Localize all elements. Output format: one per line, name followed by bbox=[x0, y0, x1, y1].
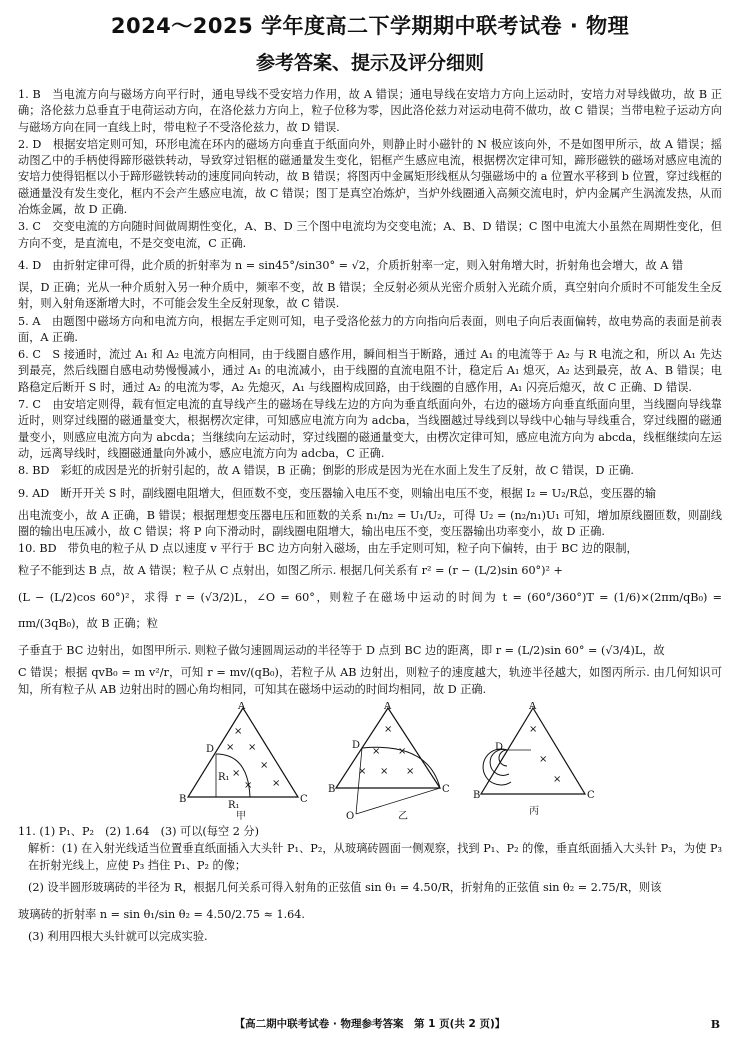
fig-jia-label-a: A bbox=[238, 702, 246, 713]
fig-yi-label-b: B bbox=[328, 784, 336, 796]
fig-yi-caption: 乙 bbox=[398, 811, 408, 823]
fig-yi-label-a: A bbox=[384, 702, 392, 713]
fig-jia-label-d: D bbox=[206, 744, 215, 756]
answer-q11: 11. (1) P₁、P₂ (2) 1.64 (3) 可以(每空 2 分) bbox=[18, 825, 259, 839]
answer-q10-line2: 粒子不能到达 B 点，故 A 错误；粒子从 C 点射出，如图乙所示. 根据几何关系有 r² = (r − (L/2)sin 60°)² + bbox=[18, 564, 563, 578]
fig-jia-label-c: C bbox=[300, 794, 308, 806]
svg-text:×: × bbox=[358, 766, 367, 778]
fig-bing-label-c: C bbox=[587, 790, 595, 802]
fig-bing-caption: 丙 bbox=[529, 806, 539, 818]
fig-bing-label-a: A bbox=[529, 702, 537, 713]
page-subtitle: 参考答案、提示及评分细则 bbox=[255, 52, 484, 74]
fig-jia-label-r1-a: R₁ bbox=[218, 772, 230, 784]
answer-q11-explain: 解析：(1) 在入射光线适当位置垂直纸面插入大头针 P₁、P₂，从玻璃砖圆面一侧观察，找到 P₁、P₂ 的像，垂直纸面插入大头针 P₃，为使 P₃ 在折射光线上，应使 P₃ 挡住 P₁、P₂ 的像； bbox=[28, 842, 722, 872]
figure-row bbox=[18, 702, 722, 822]
svg-text:×: × bbox=[272, 778, 281, 790]
svg-text:×: × bbox=[406, 766, 415, 778]
fig-yi-label-o: O bbox=[346, 811, 355, 823]
figure-bing bbox=[473, 702, 603, 822]
fig-yi-label-c: C bbox=[442, 784, 450, 796]
svg-text:×: × bbox=[398, 746, 407, 758]
svg-text:×: × bbox=[234, 726, 243, 738]
answer-q10-line3: (L − (L/2)cos 60°)²，求得 r = (√3/2)L，∠O = 60°，则粒子在磁场中运动的时间为 t = (60°/360°)T = (1/6)×(2πm/qB₀) = πm/(3qB₀)，故 B 正确；粒 bbox=[18, 591, 722, 631]
answer-q5: 5. A 由题图中磁场方向和电流方向，根据左手定则可知，电子受洛伦兹力的方向指向后表面，则电子向后表面偏转，故电势高的表面是前表面，A 正确. bbox=[18, 314, 722, 344]
answer-q10-line5: C 错误；根据 qvB₀ = m v²/r，可知 r = mv/(qB₀)，若粒子从 AB 边射出，则粒子的速度越大，轨迹半径越大，如图丙所示. 由几何知识可知，所有粒子从 AB 边射出时的圆心角均相同，可知其在磁场中运动的时间均相同，故 D 正确. bbox=[18, 666, 722, 696]
page-footer: 【高二期中联考试卷 · 物理参考答案 第 1 页(共 2 页)】 bbox=[234, 1018, 506, 1030]
answer-q4-line2: 误，D 正确；光从一种介质射入另一种介质中，频率不变，故 B 错误；全反射必须从光密介质射入光疏介质，真空射向介质时不可能发生全反射，则入射角逐渐增大时，不可能会发生全反射现象，故 C 错误. bbox=[18, 280, 722, 311]
svg-text:×: × bbox=[539, 754, 548, 766]
answer-q7: 7. C 由安培定则得，载有恒定电流的直导线产生的磁场在导线左边的方向为垂直纸面向外，右边的磁场方向垂直纸面向里，当线圈向导线靠近时，则穿过线圈的磁通量变大，根据楞次定律，可知感应电流方向为 adcba，当线圈越过导线到以导线中心轴与导线重合，穿过线圈的磁通量变小，则感应电流方向为 abcda；当继续向左运动时，穿过线圈的磁通量变大，由楞次定律可知，感应电流方向为 abcda，线框继续向左运动，远离导线时，线圈磁通量向外减小，感应电流方向为 adcba，C 正确. bbox=[18, 398, 722, 460]
svg-text:×: × bbox=[260, 760, 269, 772]
svg-text:×: × bbox=[380, 766, 389, 778]
svg-text:×: × bbox=[529, 724, 538, 736]
figure-yi bbox=[328, 702, 458, 822]
svg-text:×: × bbox=[372, 746, 381, 758]
answer-q11-part2-line1: (2) 设半圆形玻璃砖的半径为 R，根据几何关系可得入射角的正弦值 sin θ₁ = 4.50/R，折射角的正弦值 sin θ₂ = 2.75/R，则该 bbox=[28, 880, 662, 894]
answer-q3: 3. C 交变电流的方向随时间做周期性变化，A、B、D 三个图中电流均为交变电流；A、B、D 错误；C 图中电流大小虽然在周期性变化，但方向不变，是直流电，不是交变电流，C 正确. bbox=[18, 220, 722, 250]
fig-bing-label-d: D bbox=[495, 742, 504, 754]
answer-q9-line2: 出电流变小，故 A 正确，B 错误；根据理想变压器电压和匝数的关系 n₁/n₂ = U₁/U₂，可得 U₂ = (n₂/n₁)U₁ 可知，增加原线圈匝数，则副线圈的输出电压减小，故 C 错误；将 P 向下滑动时，副线圈电阻增大，输出电压不变，变压器输出功率变小，故 D 正确. bbox=[18, 508, 722, 538]
svg-text:×: × bbox=[226, 742, 235, 754]
answer-q8: 8. BD 彩虹的成因是光的折射引起的，故 A 错误，B 正确；倒影的形成是因为光在水面上发生了反射，故 C 错误，D 正确. bbox=[18, 464, 634, 478]
answer-q10-line4: 子垂直于 BC 边射出，如图甲所示. 则粒子做匀速圆周运动的半径等于 D 点到 BC 边的距离，即 r = (L/2)sin 60° = (√3/4)L，故 bbox=[18, 644, 665, 658]
page-title: 2024～2025 学年度高二下学期期中联考试卷 · 物理 bbox=[110, 14, 630, 38]
fig-bing-label-b: B bbox=[473, 790, 481, 802]
answer-q10-line1: 10. BD 带负电的粒子从 D 点以速度 v 平行于 BC 边方向射入磁场，由左手定则可知，粒子向下偏转，由于 BC 边的限制， bbox=[18, 542, 638, 556]
svg-text:×: × bbox=[553, 774, 562, 786]
svg-text:×: × bbox=[232, 768, 241, 780]
answer-q6: 6. C S 接通时，流过 A₁ 和 A₂ 电流方向相同，由于线圈自感作用，瞬间相当于断路，通过 A₁ 的电流等于 A₂ 与 R 电流之和，所以 A₁ 先达到最亮，然后线圈自感电动势慢慢减小，通过 A₁ 的电流减小，由于线圈的直流电阻不计，稳定后 A₁ 熄灭，A₂ 达到最亮，故 A、B 错误；电路稳定后断开 S 时，通过 A₂ 的电流为零，A₂ 先熄灭，A₁ 与线圈构成回路，由于线圈的自感作用，A₁ 闪亮后熄灭，故 C 正确、D 错误. bbox=[18, 348, 722, 394]
answer-q4-line1: 4. D 由折射定律可得，此介质的折射率为 n = sin45°/sin30° = √2，介质折射率一定，则入射角增大时，折射角也会增大，故 A 错 bbox=[18, 258, 684, 272]
fig-yi-label-d: D bbox=[352, 740, 361, 752]
fig-jia-label-r1-b: R₁ bbox=[228, 800, 240, 812]
answer-q11-part2-line2: 玻璃砖的折射率 n = sin θ₁/sin θ₂ = 4.50/2.75 ≈ 1.64. bbox=[18, 907, 305, 921]
fig-jia-caption: 甲 bbox=[236, 811, 246, 823]
answer-q11-part3: (3) 利用四根大头针就可以完成实验. bbox=[28, 929, 208, 943]
answer-q9-line1: 9. AD 断开开关 S 时，副线圈电阻增大，但匝数不变，变压器输入电压不变，则输出电压不变，根据 I₂ = U₂/R总，变压器的输 bbox=[18, 486, 657, 500]
version-mark: B bbox=[710, 1018, 720, 1031]
answer-q1: 1. B 当电流方向与磁场方向平行时，通电导线不受安培力作用，故 A 错误；通电导线在安培力方向上运动时，安培力对导线做功，故 B 正确；洛伦兹力总垂直于电荷运动方向，在洛伦兹力方向上，粒子位移为零，因此洛伦兹力对运动电荷不做功，故 C 错误；当带电粒子运动方向与磁场方向在同一直线上时，带电粒子不受洛伦兹力，故 D 错误. bbox=[18, 88, 722, 134]
answer-q2: 2. D 根据安培定则可知，环形电流在环内的磁场方向垂直于纸面向外，则静止时小磁针的 N 极应该向外，不是如图甲所示，故 A 错误；摇动图乙中的手柄使得蹄形磁铁转动，导致穿过铝框的磁通量发生变化，铝框产生感应电流，根据楞次定律可知，蹄形磁铁的磁场对感应电流的安培力使得铝框以小于蹄形磁铁转动的速度同向转动，故 B 错误；将图丙中金属矩形线框从匀强磁场中的 a 位置水平移到 b 位置，穿过线框的磁通量没有发生变化，框内不会产生感应电流，故 C 错误；图丁是真空冶炼炉，当炉外线圈通入高频交流电时，炉内金属产生涡流发热，从而冶炼金属，故 D 正确. bbox=[18, 137, 722, 217]
fig-jia-label-b: B bbox=[179, 794, 187, 806]
svg-text:×: × bbox=[384, 724, 393, 736]
svg-text:×: × bbox=[244, 780, 253, 792]
figure-jia bbox=[178, 702, 308, 822]
svg-text:×: × bbox=[248, 742, 257, 754]
